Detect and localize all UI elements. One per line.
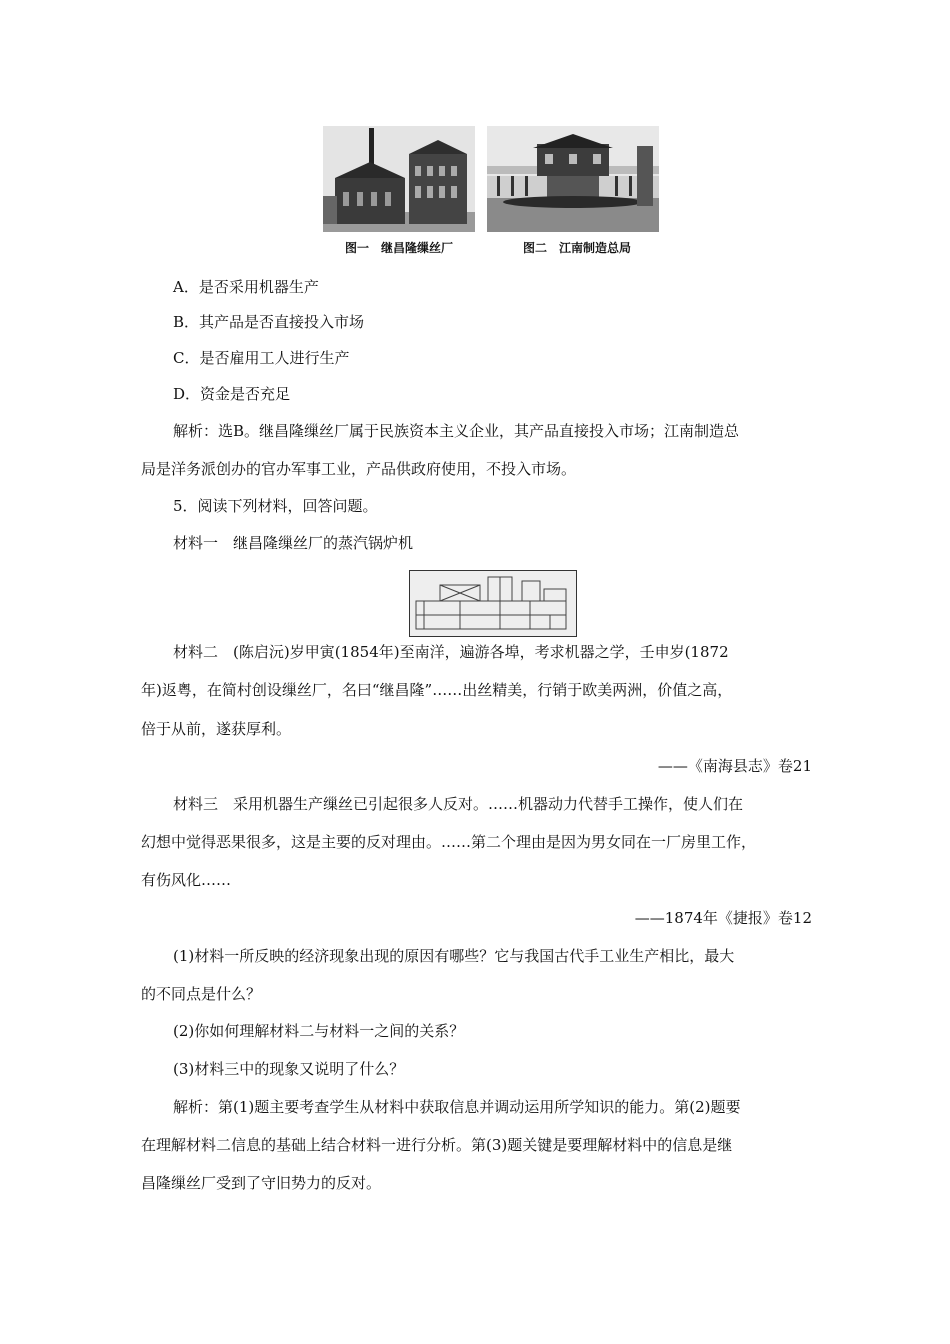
material2-line1: 材料二 (陈启沅)岁甲寅(1854年)至南洋，遍游各埠，考求机器之学，壬申岁(1872 xyxy=(173,643,729,661)
material3-line3: 有伤风化…… xyxy=(141,871,232,889)
analysis5-line1: 解析：第(1)题主要考查学生从材料中获取信息并调动运用所学知识的能力。第(2)题要 xyxy=(173,1098,741,1116)
analysis4-line1: 解析：选B。继昌隆缫丝厂属于民族资本主义企业，其产品直接投入市场；江南制造总 xyxy=(173,422,740,440)
material1-title: 材料一 继昌隆缫丝厂的蒸汽锅炉机 xyxy=(173,534,414,552)
boiler-diagram xyxy=(409,570,577,637)
question5-prompt: 5．阅读下列材料，回答问题。 xyxy=(173,497,378,515)
figure-group xyxy=(323,126,663,261)
material2-source: ——《南海县志》卷21 xyxy=(657,757,812,775)
analysis4-line2: 局是洋务派创办的官办军事工业，产品供政府使用，不投入市场。 xyxy=(141,460,577,478)
material3-source: ——1874年《捷报》卷12 xyxy=(634,909,812,927)
analysis5-line3: 昌隆缫丝厂受到了守旧势力的反对。 xyxy=(141,1174,382,1192)
figure1-caption: 图一 继昌隆缫丝厂 xyxy=(345,241,454,255)
material3-line1: 材料三 采用机器生产缫丝已引起很多人反对。……机器动力代替手工操作，使人们在 xyxy=(173,795,744,813)
material3-line2: 幻想中觉得恶果很多，这是主要的反对理由。……第二个理由是因为男女同在一厂房里工作， xyxy=(141,833,757,851)
option-a: A．是否采用机器生产 xyxy=(173,278,319,296)
option-d: D．资金是否充足 xyxy=(173,385,291,403)
question2: (2)你如何理解材料二与材料一之间的关系？ xyxy=(173,1022,465,1040)
material2-line3: 倍于从前，遂获厚利。 xyxy=(141,720,292,738)
arsenal-photo xyxy=(487,126,659,232)
question3: (3)材料三中的现象又说明了什么？ xyxy=(173,1060,405,1078)
question1-line1: (1)材料一所反映的经济现象出现的原因有哪些？它与我国古代手工业生产相比，最大 xyxy=(173,947,735,965)
figure2-caption: 图二 江南制造总局 xyxy=(523,241,632,255)
option-c: C．是否雇用工人进行生产 xyxy=(173,349,350,367)
question1-line2: 的不同点是什么？ xyxy=(141,985,262,1003)
factory-photo xyxy=(323,126,475,232)
material2-line2: 年)返粤，在简村创设缫丝厂，名曰“继昌隆”……出丝精美，行销于欧美两洲，价值之高， xyxy=(141,681,733,699)
option-b: B．其产品是否直接投入市场 xyxy=(173,313,365,331)
analysis5-line2: 在理解材料二信息的基础上结合材料一进行分析。第(3)题关键是要理解材料中的信息是继 xyxy=(141,1136,733,1154)
